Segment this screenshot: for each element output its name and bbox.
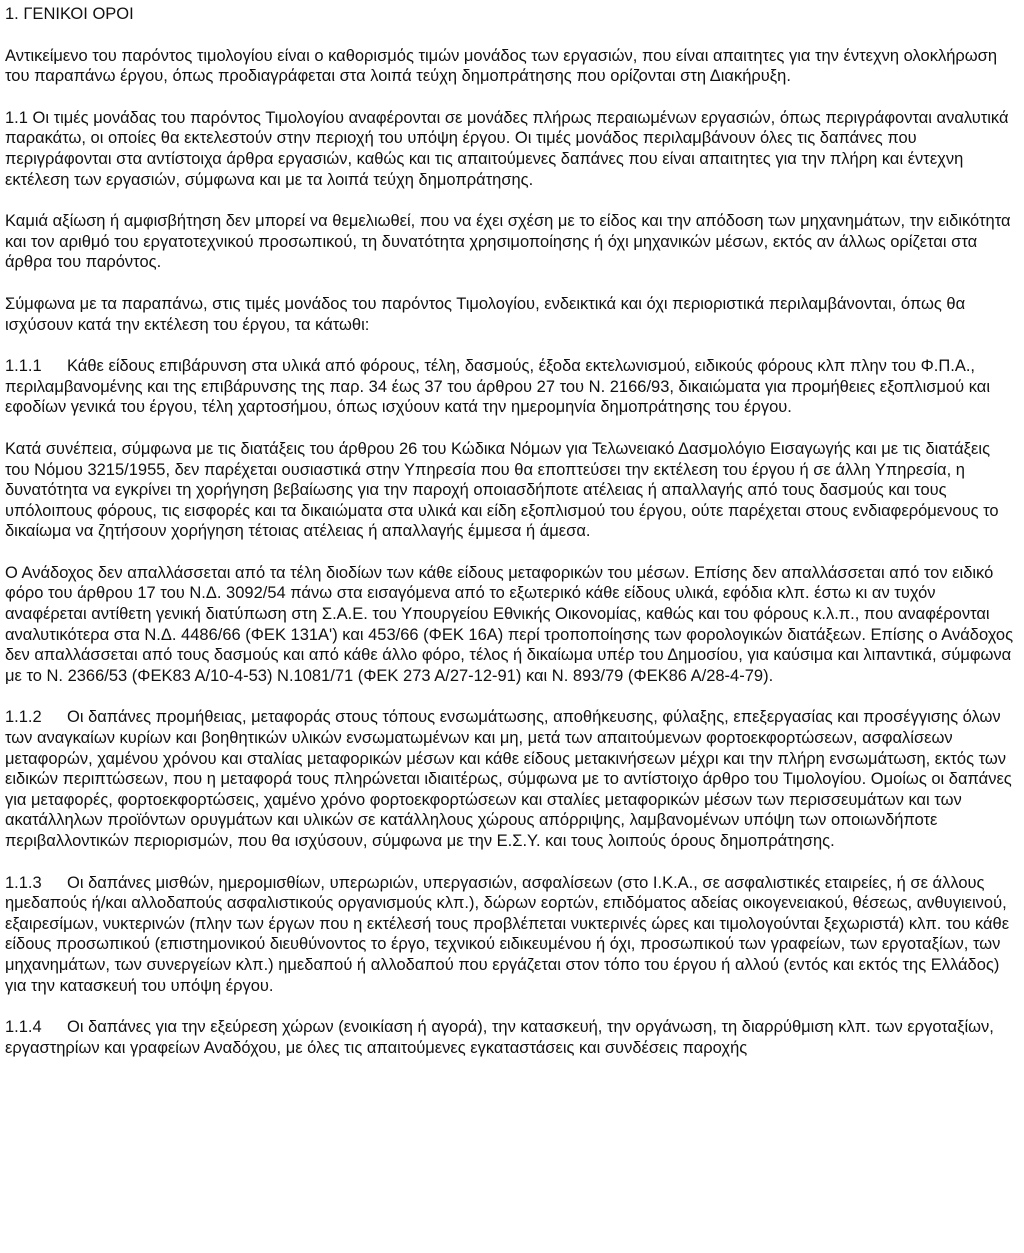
paragraph-text: Οι δαπάνες μισθών, ημερομισθίων, υπερωριών, υπεργασιών, ασφαλίσεων (στο Ι.Κ.Α., σε ασφαλιστικές εταιρείες, ή σε άλλους ημεδαπούς ή/και αλλοδαπούς ασφαλιστικούς οργανισμούς κλπ.), δώρων εορτών, επιδόματος αδείας οικογενειακού, θέσεως, ανθυγιεινού, εξαιρεσίμων, νυκτερινών (πλην των έργων που η εκτέλεσή τους προβλέπεται νυκτερινές ώρες και τιμολογούνται ξεχωριστά) κλπ. του κάθε είδους προσωπικού (επιστημονικού διευθύνοντος το έργο, τεχνικού ειδικευμένου ή όχι, προσωπικού των γραφείων, των εργοταξίων, των μηχανημάτων, των συνεργείων κλπ.) ημεδαπού ή αλλοδαπού που εργάζεται στον τόπο του έργου ή αλλού (εντός και εκτός της Ελλάδος) για την κατασκευή του υπόψη έργου. <box>5 873 1010 995</box>
paragraph-text: Σύμφωνα με τα παραπάνω, στις τιμές μονάδος του παρόντος Τιμολογίου, ενδεικτικά και όχι περιοριστικά περιλαμβάνονται, όπως θα ισχύσουν κατά την εκτέλεση του έργου, τα κάτωθι: <box>5 294 966 334</box>
paragraph-text: Κατά συνέπεια, σύμφωνα με τις διατάξεις του άρθρου 26 του Κώδικα Νόμων για Τελωνειακό Δασμολόγιο Εισαγωγής και με τις διατάξεις του Νόμου 3215/1955, δεν παρέχεται ουσιαστικά στην Υπηρεσία που θα εποπτεύσει την εκτέλεση του έργου ή σε άλλη Υπηρεσία, η δυνατότητα να εγκρίνει τη χορήγηση βεβαίωσης για την παροχή οποιασδήποτε ατέλειας ή απαλλαγής από τους δασμούς και τους υπόλοιπους φόρους, τις εισφορές και τα δικαιώματα στα υλικά και είδη εξοπλισμού του έργου, ούτε παρέχεται στους ενδιαφερόμενους το δικαίωμα να ζητήσουν χορήγηση τέτοιας ατέλειας ή απαλλαγής έμμεσα ή άμεσα. <box>5 439 999 541</box>
section-heading: 1. ΓΕΝΙΚΟΙ ΟΡΟΙ <box>5 5 134 23</box>
paragraph-text: 1.1 Οι τιμές μονάδας του παρόντος Τιμολογίου αναφέρονται σε μονάδες πλήρως περαιωμένων εργασιών, όπως περιγράφονται αναλυτικά παρακάτω, οι οποίες θα εκτελεστούν στην περιοχή του υπόψη έργου. Οι τιμές μονάδος περιλαμβάνουν όλες τις δαπάνες που περιγράφονται στα αντίστοιχα άρθρα εργασιών, καθώς και τις απαιτούμενες δαπάνες που είναι απαιτητες για την πλήρη και έντεχνη εκτέλεση των εργασιών, σύμφωνα και με τα λοιπά τεύχη δημοπράτησης. <box>5 108 1009 189</box>
paragraph <box>5 108 1019 190</box>
paragraph-number: 1.1.3 <box>5 873 42 892</box>
paragraph-text: Οι δαπάνες για την εξεύρεση χώρων (ενοικίαση ή αγορά), την κατασκευή, την οργάνωση, τη διαρρύθμιση κλπ. των εργοταξίων, εργαστηρίων και γραφείων Αναδόχου, με όλες τις απαιτούμενες εγκαταστάσεις και συνδέσεις παροχής <box>5 1018 994 1057</box>
paragraph-text: Καμιά αξίωση ή αμφισβήτηση δεν μπορεί να θεμελιωθεί, που να έχει σχέση με το είδος και την απόδοση των μηχανημάτων, την ειδικότητα και τον αριθμό του εργατοτεχνικού προσωπικού, τη δυνατότητα χρησιμοποίησης ή όχι μηχανικών μέσων, εκτός αν άλλως ορίζεται στα άρθρα του παρόντος. <box>5 212 1011 272</box>
paragraph-text: Ο Ανάδοχος δεν απαλλάσσεται από τα τέλη διοδίων των κάθε είδους μεταφορικών του μέσων. Επίσης δεν απαλλάσσεται από τον ειδικό φόρο του άρθρου 17 του Ν.Δ. 3092/54 πάνω στα εισαγόμενα από το εξωτερικό κάθε είδους υλικά, εφόδια κλπ. έστω κι αν τυχόν αναφέρεται αντίθετη γενική διατύπωση στη Σ.Α.Ε. του Υπουργείου Εθνικής Οικονομίας, καθώς και του φόρους κ.λ.π., που αναφέρονται αναλυτικότερα στα Ν.Δ. 4486/66 (ΦΕΚ 131Α') και 453/66 (ΦΕΚ 16Α) περί τροποποίησης των φορολογικών διατάξεων. Επίσης ο Ανάδοχος δεν απαλλάσσεται από τους δασμούς και από κάθε άλλο φόρο, τέλος ή δικαίωμα υπέρ του Δημοσίου, για καύσιμα και λιπαντικά, σύμφωνα με το Ν. 2366/53 (ΦΕΚ83 Α/10-4-53) Ν.1081/71 (ΦΕΚ 273 Α/27-12-91) και Ν. 893/79 (ΦΕΚ86 Α/28-4-79). <box>5 563 1014 685</box>
paragraph-number: 1.1.1 <box>5 357 42 376</box>
paragraph <box>5 294 1019 335</box>
numbered-paragraph <box>5 1017 1019 1058</box>
paragraph-text: Κάθε είδους επιβάρυνση στα υλικά από φόρους, τέλη, δασμούς, έξοδα εκτελωνισμού, ειδικούς φόρους κλπ πλην του Φ.Π.Α., περιλαμβανομένης και της επιβάρυνσης της παρ. 34 έως 37 του άρθρου 27 του Ν. 2166/93, δικαιώματα για προμήθειες εξοπλισμού και εφοδίων γενικά του έργου, τέλη χαρτοσήμου, όπως ισχύουν κατά την ημερομηνία δημοπράτησης του έργου. <box>5 357 991 417</box>
paragraph <box>5 211 1019 273</box>
paragraph-list <box>5 46 1019 1059</box>
paragraph-number: 1.1.2 <box>5 708 42 727</box>
paragraph <box>5 46 1019 87</box>
paragraph-text: Οι δαπάνες προμήθειας, μεταφοράς στους τόπους ενσωμάτωσης, αποθήκευσης, φύλαξης, επεξεργασίας και προσέγγισης όλων των αναγκαίων κυρίων και βοηθητικών υλικών ενσωματωμένων και μη, μετά των απαιτούμενων φορτοεκφορτώσεων, ασφαλίσεων μεταφορών, χαμένου χρόνου και σταλίας μεταφορικών μέσων και κάθε είδους μετακινήσεων μέχρι και την πλήρη ενσωμάτωση, εκτός των ειδικών περιπτώσεων, που η μεταφορά τους πληρώνεται ιδιαιτέρως, σύμφωνα με το αντίστοιχο άρθρο του Τιμολογίου. Ομοίως οι δαπάνες για μεταφορές, φορτοεκφορτώσεις, χαμένο χρόνο φορτοεκφορτώσεων και σταλίες μεταφορικών μέσων των περισσευμάτων και των ακατάλληλων προϊόντων ορυγμάτων και υλικών σε κατάλληλους χώρους απόρριψης, λαμβανομένων υπόψη των οποιωνδήποτε περιβαλλοντικών περιορισμών, που θα ισχύσουν, σύμφωνα με την Ε.Σ.Υ. και τους λοιπούς όρους δημοπράτησης. <box>5 708 1012 850</box>
numbered-paragraph <box>5 873 1019 997</box>
document-page <box>5 0 1019 1058</box>
numbered-paragraph <box>5 356 1019 418</box>
paragraph-text: Αντικείμενο του παρόντος τιμολογίου είναι ο καθορισμός τιμών μονάδος των εργασιών, που είναι απαιτητες για την έντεχνη ολοκλήρωση του παραπάνω έργου, όπως προδιαγράφεται στα λοιπά τεύχη δημοπράτησης που ορίζονται στη Διακήρυξη. <box>5 46 998 86</box>
numbered-paragraph <box>5 707 1019 851</box>
paragraph-number: 1.1.4 <box>5 1018 42 1037</box>
paragraph <box>5 439 1019 542</box>
paragraph <box>5 563 1019 687</box>
